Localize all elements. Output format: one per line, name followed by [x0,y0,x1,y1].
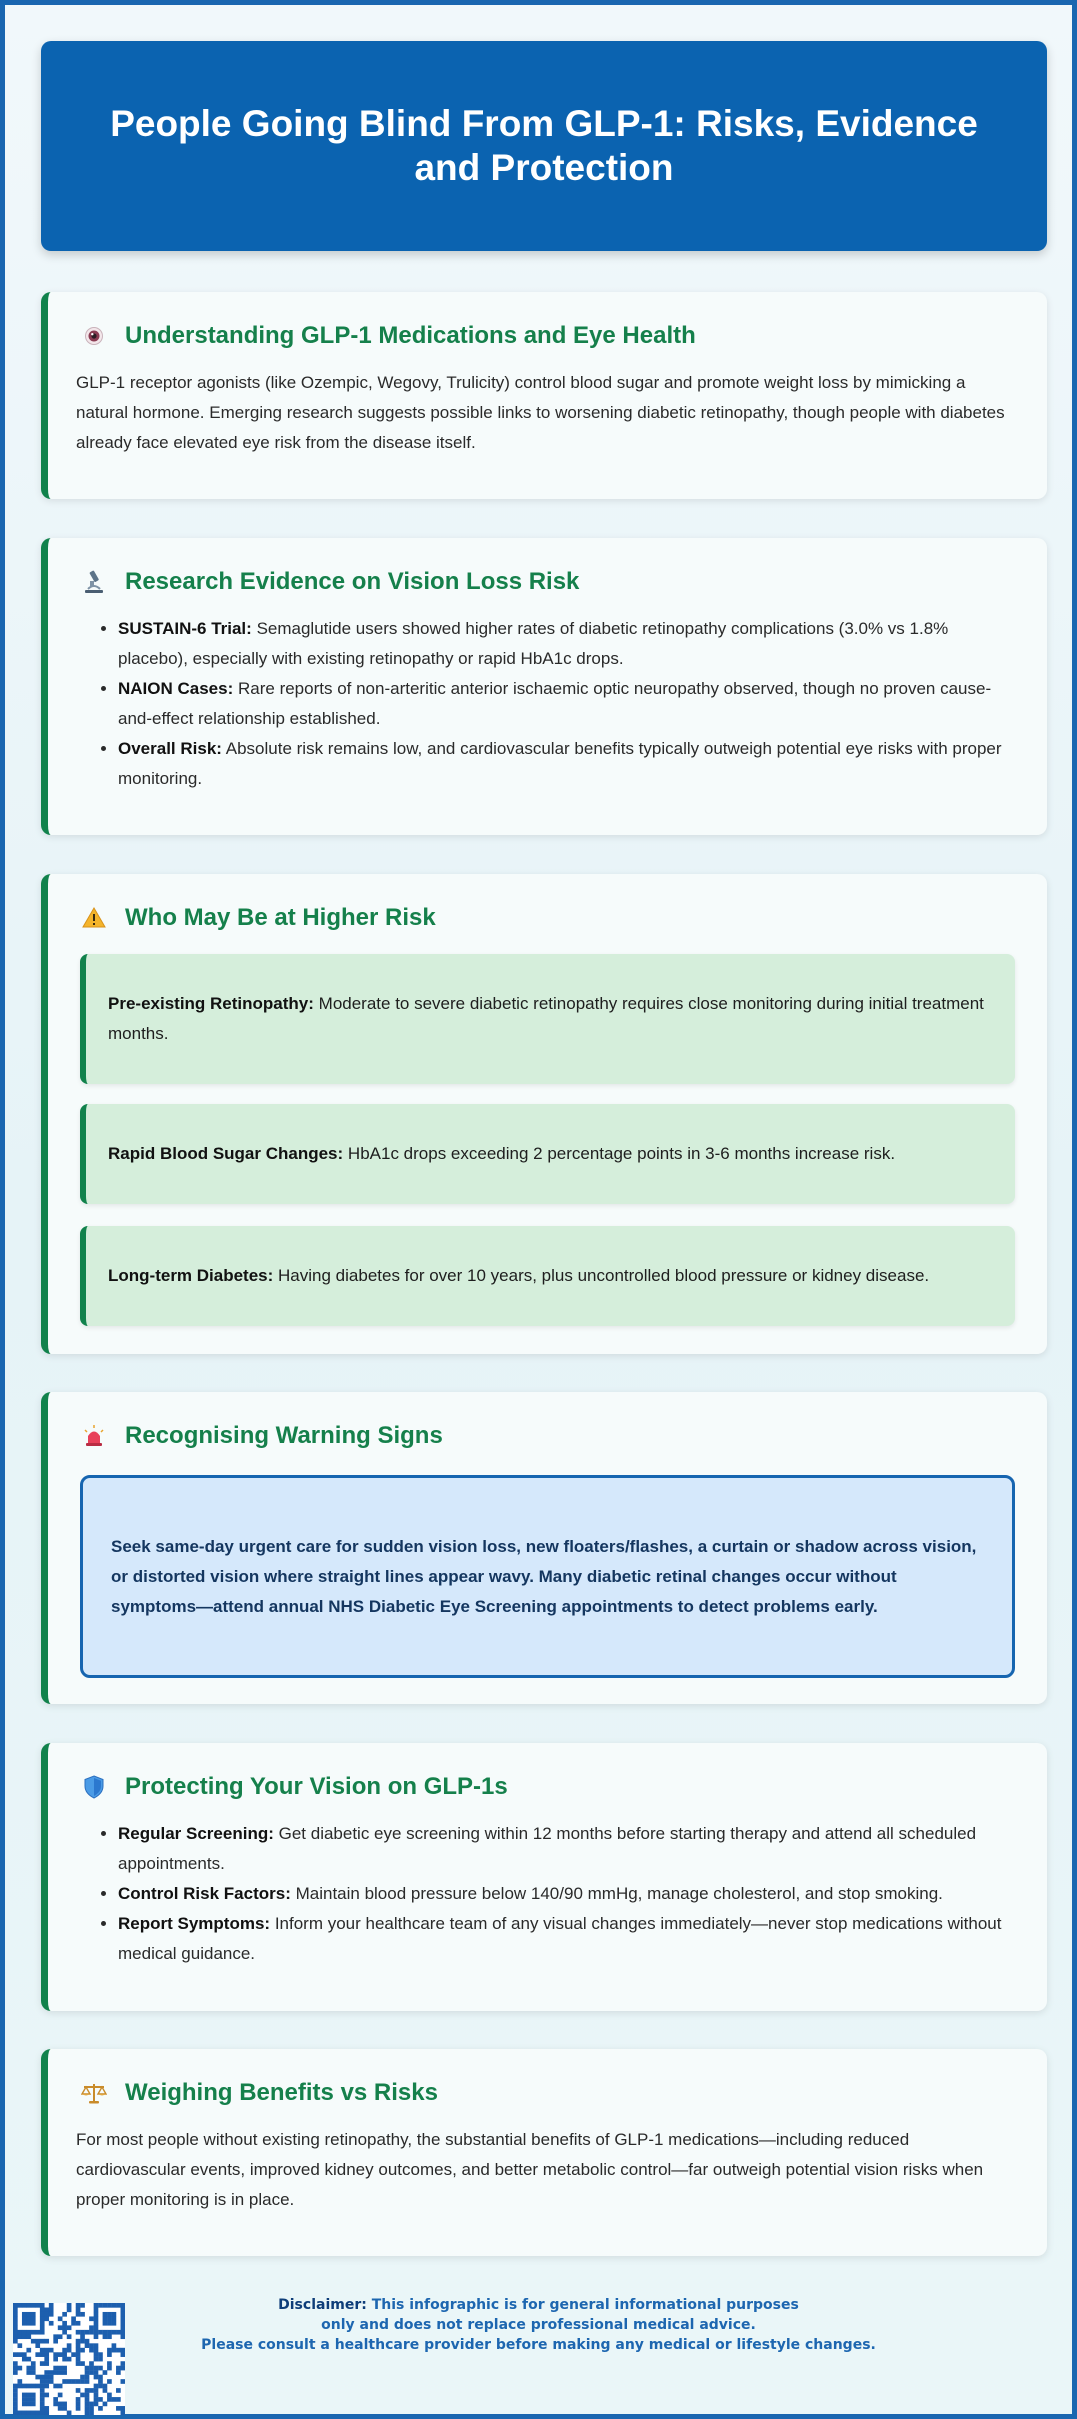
microscope-icon [81,569,107,595]
disclaimer-label: Disclaimer: [278,2297,367,2313]
disclaimer: Disclaimer: This infographic is for general informational purposes only and does not replace professional medical advice. Please consult a healthcare provider before making any medical or lifestyle changes. [201,2297,876,2353]
list-item: • NAION Cases: Rare reports of non-arteritic anterior ischaemic optic neuropathy observed, though no proven cause-and-effect relationship established. [118,674,1015,734]
list-item: • Report Symptoms: Inform your healthcare team of any visual changes immediately—never stop medications without medical guidance. [118,1909,1015,1969]
section-text: For most people without existing retinopathy, the substantial benefits of GLP-1 medications—including reduced cardiovascular events, improved kidney outcomes, and better metabolic control—far outweigh potential vision risks when proper monitoring is in place. [76,2130,984,2209]
section-title: Research Evidence on Vision Loss Risk [125,568,580,595]
list-item: • SUSTAIN-6 Trial: Semaglutide users showed higher rates of diabetic retinopathy complications (3.0% vs 1.8% placebo), especially with existing retinopathy or rapid HbA1c drops. [118,614,1015,674]
scales-icon [81,2080,107,2106]
header-banner [41,41,1047,251]
risk-box: Pre-existing Retinopathy: Moderate to severe diabetic retinopathy requires close monitoring during initial treatment months. [80,954,1015,1084]
list-item: • Overall Risk: Absolute risk remains low, and cardiovascular benefits typically outweigh potential eye risks with proper monitoring. [118,734,1015,794]
section-protecting [41,1743,1047,2011]
section-warning-signs [41,1392,1047,1704]
section-text: GLP-1 receptor agonists (like Ozempic, Wegovy, Trulicity) control blood sugar and promote weight loss by mimicking a natural hormone. Emerging research suggests possible links to worsening diabetic retinopathy, though people with diabetes already face elevated eye risk from the disease itself. [76,373,1005,452]
research-list [76,614,1015,794]
section-research [41,538,1047,835]
section-title: Recognising Warning Signs [125,1422,443,1449]
list-item: • Regular Screening: Get diabetic eye screening within 12 months before starting therapy and attend all scheduled appointments. [118,1819,1015,1879]
section-title: Understanding GLP-1 Medications and Eye Health [125,322,696,349]
section-higher-risk [41,874,1047,1354]
warning-callout: Seek same-day urgent care for sudden vision loss, new floaters/flashes, a curtain or shadow across vision, or distorted vision where straight lines appear wavy. Many diabetic retinal changes occur without symptoms—attend annual NHS Diabetic Eye Screening appointments to detect problems early. [80,1475,1015,1678]
page-title: People Going Blind From GLP-1: Risks, Evidence and Protection [110,103,978,188]
protecting-list [76,1819,1015,1969]
risk-box: Rapid Blood Sugar Changes: HbA1c drops exceeding 2 percentage points in 3-6 months increase risk. [80,1104,1015,1204]
section-title: Weighing Benefits vs Risks [125,2079,438,2106]
section-understanding [41,292,1047,499]
warning-icon [81,905,107,931]
risk-box: Long-term Diabetes: Having diabetes for over 10 years, plus uncontrolled blood pressure or kidney disease. [80,1226,1015,1326]
section-title: Who May Be at Higher Risk [125,904,436,931]
siren-icon [81,1423,107,1449]
section-benefits [41,2049,1047,2256]
eye-icon [81,323,107,349]
section-title: Protecting Your Vision on GLP-1s [125,1773,508,1800]
shield-icon [81,1774,107,1800]
list-item: • Control Risk Factors: Maintain blood pressure below 140/90 mmHg, manage cholesterol, and stop smoking. [118,1879,1015,1909]
